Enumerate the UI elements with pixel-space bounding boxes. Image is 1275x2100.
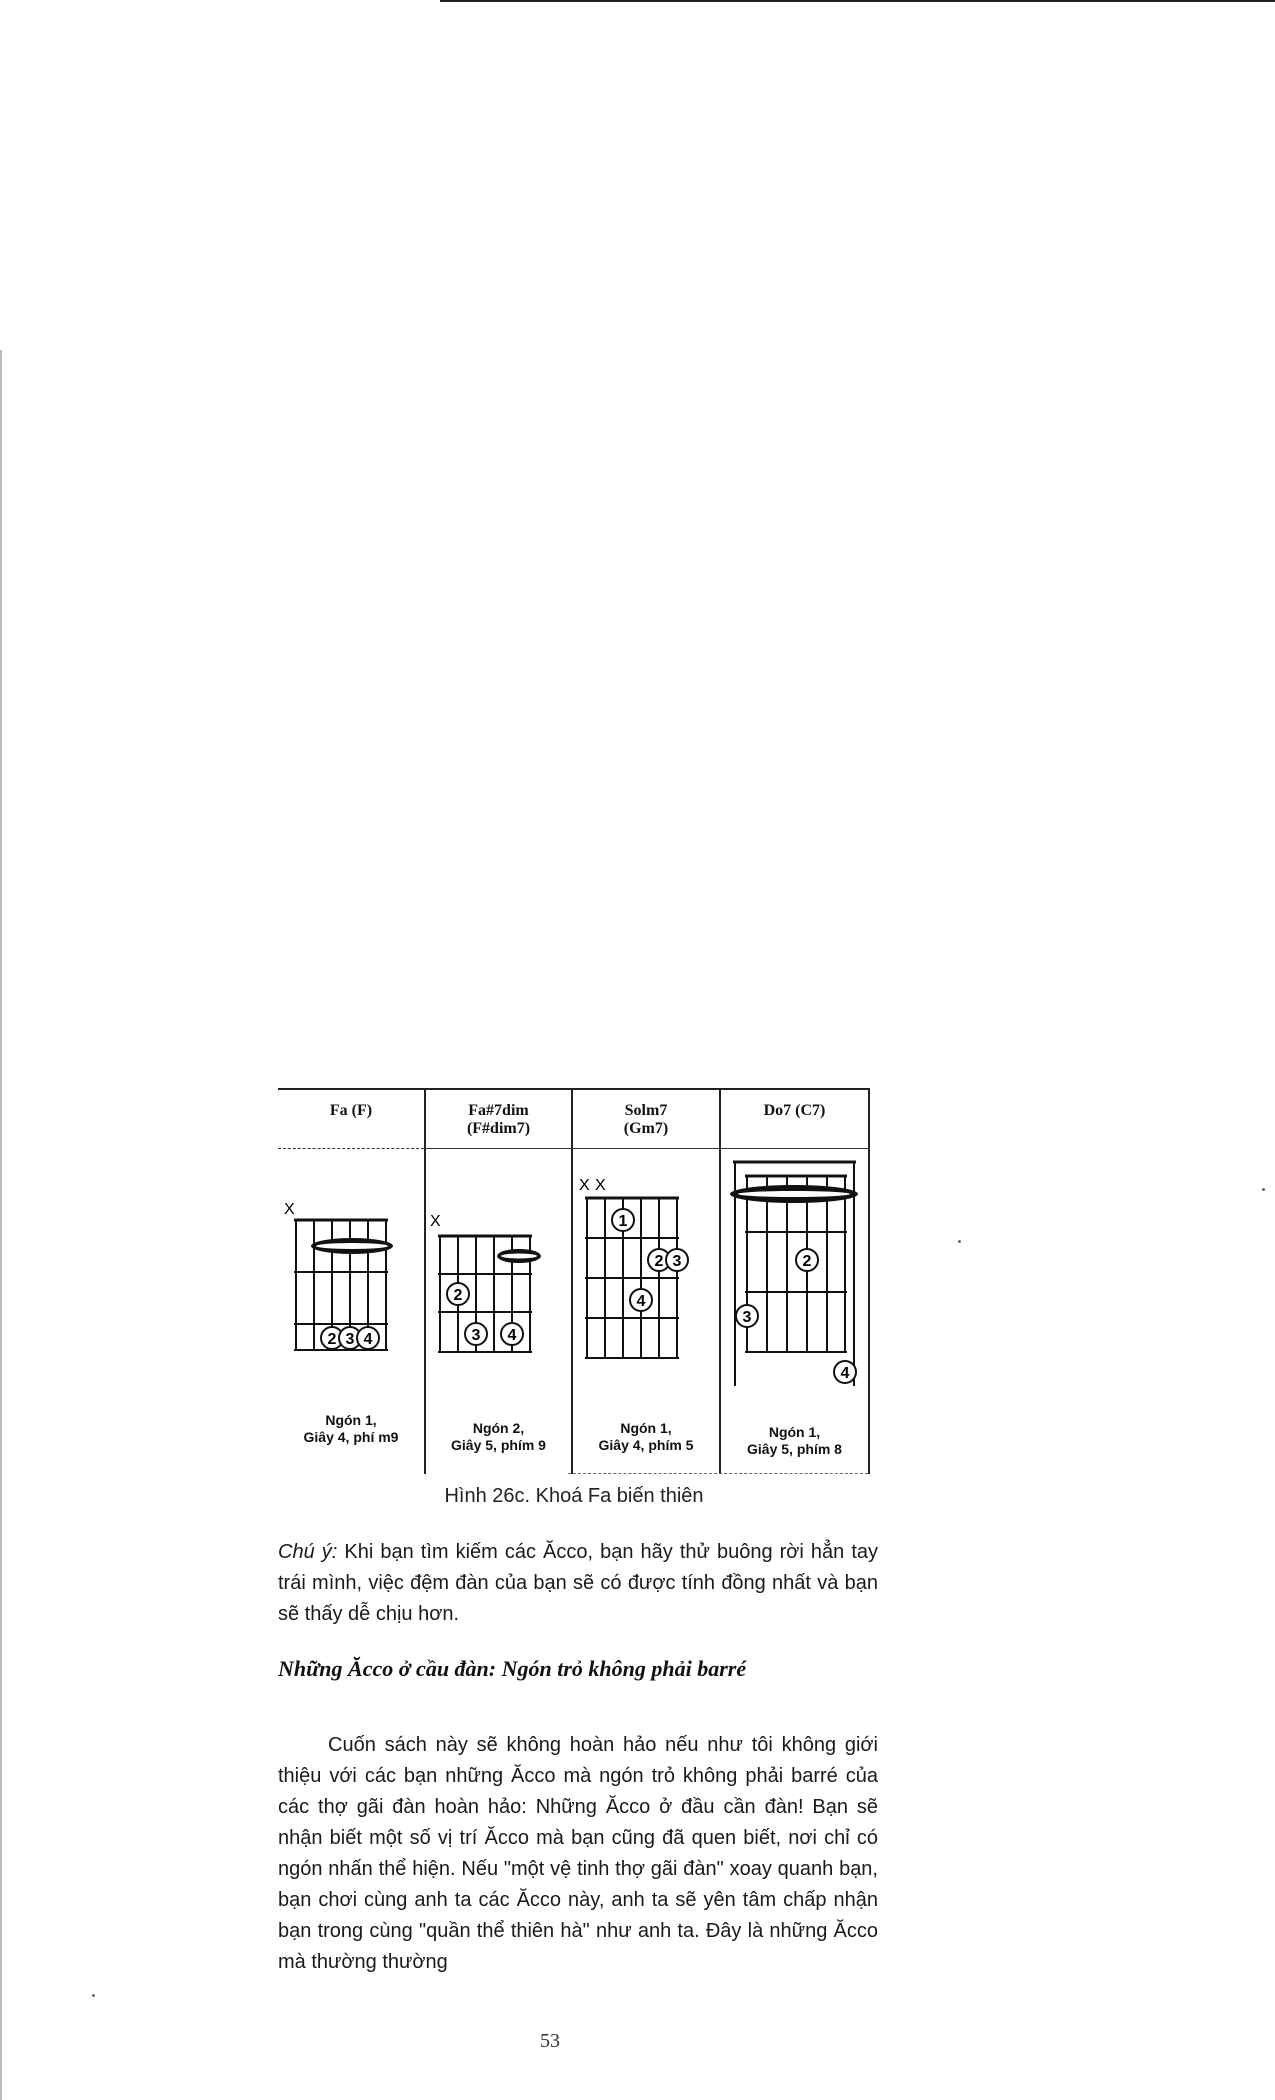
chord-diagram-fsharp-dim7	[426, 1150, 571, 1390]
scan-edge-line	[0, 350, 2, 2100]
svg-text:2: 2	[802, 1253, 812, 1270]
finger-dot	[612, 1209, 634, 1231]
svg-text:2: 2	[453, 1287, 463, 1304]
svg-text:2: 2	[327, 1331, 337, 1348]
scan-speck	[958, 1240, 961, 1243]
figure-caption: Hình 26c. Khoá Fa biến thiên	[444, 1485, 704, 1507]
svg-text:1: 1	[618, 1213, 628, 1230]
chord-caption-gm7: Ngón 1, Giây 4, phím 5	[598, 1420, 694, 1453]
chord-diagram-f	[278, 1150, 424, 1390]
chord-diagram-c7	[721, 1150, 868, 1390]
finger-dot	[834, 1361, 856, 1383]
svg-text:4: 4	[840, 1365, 850, 1382]
chord-figure	[278, 1088, 870, 1474]
muted-string-mark: X	[595, 1177, 606, 1194]
finger-dot	[796, 1249, 818, 1271]
note-label: Chú ý:	[278, 1541, 338, 1563]
bottom-rule	[568, 1473, 868, 1475]
chord-name-fsharp-dim7: Fa#7dim (F#dim7)	[466, 1102, 531, 1137]
header-rule	[424, 1148, 870, 1149]
note-text: Khi bạn tìm kiếm các Ăcco, bạn hãy thử buông rời hẳn tay trái mình, việc đệm đàn của bạn sẽ có được tính đồng nhất và bạn sẽ thấy dễ chịu hơn.	[278, 1541, 878, 1625]
finger-dot	[666, 1249, 688, 1271]
svg-text:3: 3	[345, 1331, 355, 1348]
chord-caption-f: Ngón 1, Giây 4, phí m9	[303, 1412, 399, 1445]
muted-string-mark: X	[284, 1201, 295, 1218]
finger-dot	[736, 1305, 758, 1327]
chord-name-c7: Do7 (C7)	[763, 1102, 826, 1119]
section-heading: Những Ăcco ở cầu đàn: Ngón trỏ không phải barré	[278, 1656, 747, 1681]
scan-speck	[1262, 1188, 1265, 1191]
top-border-line	[440, 0, 1275, 2]
chord-name-gm7: Solm7 (Gm7)	[623, 1102, 669, 1137]
svg-text:3: 3	[471, 1327, 481, 1344]
svg-text:2: 2	[654, 1253, 664, 1270]
chord-caption-fsharp-dim7: Ngón 2, Giây 5, phím 9	[451, 1420, 546, 1453]
page-number: 53	[540, 2030, 560, 2052]
finger-dot	[357, 1327, 379, 1349]
body-paragraph: Cuốn sách này sẽ không hoàn hảo nếu như tôi không giới thiệu với các bạn những Ăcco mà ngón trỏ không phải barré của các thợ gãi đàn hoàn hảo: Những Ăcco ở đầu cần đàn! Bạn sẽ nhận biết một số vị trí Ăcco mà bạn cũng đã quen biết, nơi chỉ có ngón nhấn thể hiện. Nếu "một vệ tinh thợ gãi đàn" xoay quanh bạn, bạn chơi cùng anh ta các Ăcco này, anh ta sẽ yên tâm chấp nhận bạn trong cùng "quần thể thiên hà" như anh ta. Đây là những Ăcco mà thường thường	[278, 1734, 878, 1973]
svg-text:4: 4	[363, 1331, 373, 1348]
svg-text:3: 3	[742, 1309, 752, 1326]
chord-diagram-gm7	[573, 1150, 719, 1390]
svg-text:3: 3	[672, 1253, 682, 1270]
finger-dot	[447, 1283, 469, 1305]
finger-dot	[501, 1323, 523, 1345]
scan-speck	[92, 1994, 95, 1997]
muted-string-mark: X	[579, 1177, 590, 1194]
svg-text:4: 4	[507, 1327, 517, 1344]
chord-name-f: Fa (F)	[329, 1102, 373, 1119]
finger-dot	[630, 1289, 652, 1311]
svg-text:4: 4	[636, 1293, 646, 1310]
muted-string-mark: X	[430, 1213, 441, 1230]
note-paragraph	[278, 1537, 878, 1630]
finger-dot	[465, 1323, 487, 1345]
chord-caption-c7: Ngón 1, Giây 5, phím 8	[747, 1424, 842, 1457]
